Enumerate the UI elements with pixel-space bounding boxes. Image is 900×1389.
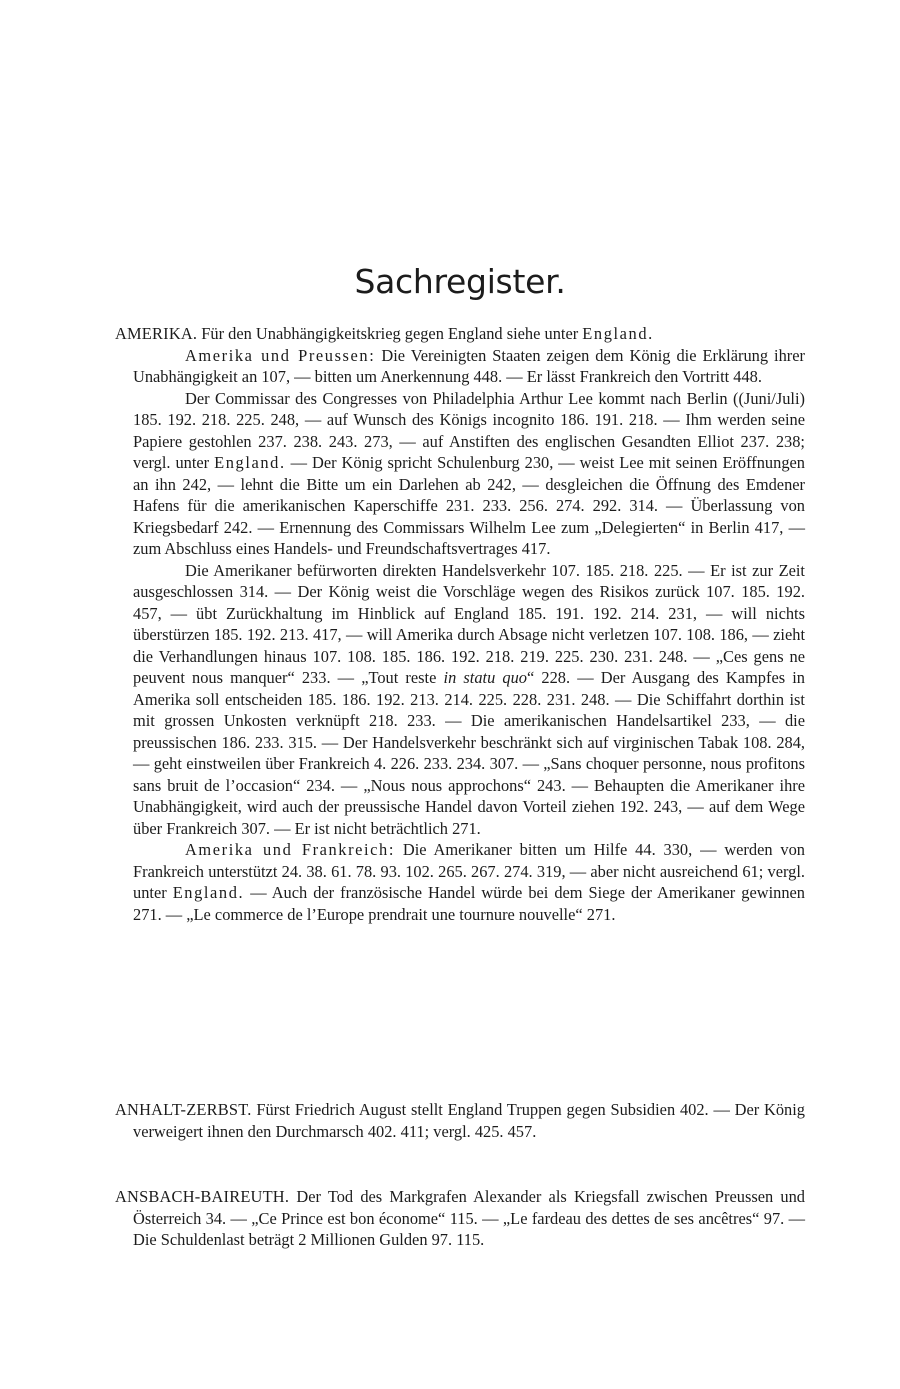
page-title: Sachregister. (354, 262, 566, 301)
entry-paragraph (133, 388, 805, 560)
entry-intro (115, 1186, 805, 1251)
entry-text: Die Amerikaner befürworten direkten Handelsverkehr 107. 185. 218. 225. — Er ist zur Zeit ausgeschlossen 314. — Der König weist die Vorschläge wegen des Risikos zurück 107. 185. 192. 457, — übt Zurückhaltung im Hinblick auf England 185. 191. 192. 214. 231, — will nichts überstürzen 185. 192. 213. 417, — will Amerika durch Absage nicht verletzen 107. 108. 186, — zieht die Verhandlungen hinaus 107. 108. 185. 186. 192. 218. 219. 225. 230. 231. 248. — „Ces gens ne peuvent nous manquer“ 233. — „Tout reste (133, 560, 805, 687)
entry-heading: ANHALT-ZERBST. (115, 1100, 252, 1119)
subheading: Amerika und Frankreich: (185, 840, 396, 859)
index-entry-anhalt-zerbst (115, 1099, 805, 1142)
cross-reference: England. (172, 883, 245, 902)
cross-reference: England. (582, 324, 654, 343)
entry-heading: ANSBACH-BAIREUTH. (115, 1187, 290, 1206)
entry-text: Die Amerikaner bitten um Hilfe 44. 330, — werden von Frankreich unterstützt 24. 38. 61. 78. 93. 102. 265. 267. 274. 319, — aber nicht ausreichend 61; vergl. unter (133, 840, 806, 902)
entry-text: “ 228. — Der Ausgang des Kampfes in Amerika soll entscheiden 185. 186. 192. 213. 214. 225. 228. 231. 248. — Die Schiffahrt dorthin ist mit grossen Unkosten verknüpft 218. 233. — Die amerikanischen Handelsartikel 233, — die preussischen 186. 233. 315. — Der Handelsverkehr beschränkt sich auf virginischen Tabak 108. 284, — geht einstweilen über Frankreich 4. 226. 233. 234. 307. — „Sans choquer personne, nous profitons sans bruit de l’occasion“ 234. — „Nous nous approchons“ 243. — Behaupten die Amerikaner ihre Unabhängigkeit, wird auch der preussische Handel davon Vorteil ziehen 192. 243, — auf dem Wege über Frankreich 307. — Er ist nicht beträchtlich 271. (133, 668, 805, 838)
index-entry-ansbach-baireuth (115, 1186, 805, 1251)
entry-text: — Auch der französische Handel würde bei dem Siege der Amerikaner gewinnen 271. — „Le commerce de l’Europe prendrait une tournure nouvelle“ 271. (133, 883, 805, 924)
cross-reference: England. (214, 453, 286, 472)
subheading: Amerika und Preussen: (185, 345, 376, 365)
entry-intro (115, 1099, 805, 1142)
entry-text: — Der König spricht Schulenburg 230, — weist Lee mit seinen Eröffnungen an ihn 242, — lehnt die Bitte um ein Darlehen ab 242, — desgleichen die Öffnung des Emdener Hafens für die amerikanischen Kaperschiffe 231. 233. 256. 274. 292. 314. — Überlassung von Kriegsbedarf 242. — Ernennung des Commissars Wilhelm Lee zum „Delegierten“ in Berlin 417, — zum Abschluss eines Handels- und Freundschaftsvertrages 417. (133, 453, 805, 558)
entry-intro (115, 323, 805, 345)
entry-text: Der Commissar des Congresses von Philadelphia Arthur Lee kommt nach Berlin ((Juni/Juli) 185. 192. 218. 225. 248, — auf Wunsch des Königs incognito 186. 191. 218. — Ihm werden seine Papiere gestohlen 237. 238. 243. 273, — auf Anstiften des englischen Gesandten Elliot 237. 238; vergl. unter (133, 388, 805, 472)
index-entry-amerika (115, 323, 806, 925)
entry-heading: AMERIKA. (115, 324, 198, 343)
entry-paragraph (133, 345, 805, 388)
italic-phrase: in statu quo (443, 668, 527, 687)
entry-paragraph (133, 839, 805, 925)
entry-paragraph (133, 560, 805, 840)
entry-text: Fürst Friedrich August stellt England Truppen gegen Subsidien 402. — Der König verweigert ihnen den Durchmarsch 402. 411; vergl. 425. 457. (133, 1100, 805, 1141)
entry-text: Für den Unabhängigkeitskrieg gegen England siehe unter (201, 324, 579, 343)
entry-text: Der Tod des Markgrafen Alexander als Kriegsfall zwischen Preussen und Österreich 34. — „Ce Prince est bon économe“ 115. — „Le fardeau des dettes de ses ancêtres“ 97. — Die Schuldenlast beträgt 2 Millionen Gulden 97. 115. (133, 1187, 805, 1249)
entry-text: Die Vereinigten Staaten zeigen dem König die Erklärung ihrer Unabhängigkeit an 107, — bitten um Anerkennung 448. — Er lässt Frankreich den Vortritt 448. (133, 345, 805, 386)
